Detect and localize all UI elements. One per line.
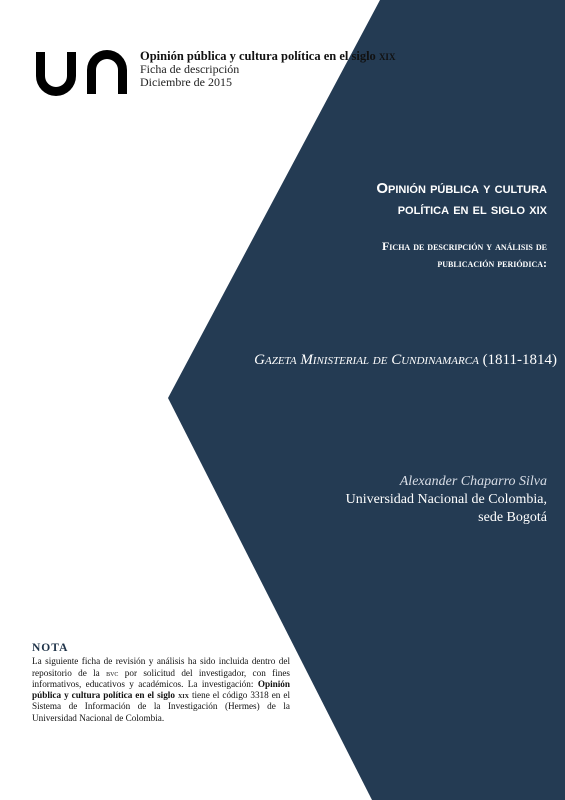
- cover-title-line2: política en el siglo xix: [397, 201, 547, 218]
- cover-subtitle: [247, 238, 547, 272]
- nota-text-abbr: bvc: [106, 667, 119, 678]
- header-title-main: Opinión pública y cultura política en el siglo: [140, 49, 376, 63]
- author-block: [247, 473, 547, 527]
- un-logo: [34, 48, 134, 98]
- nota-text-part1b: por solicitud del investigador, con fines informativos, educativos y académicos. La investigación:: [32, 667, 290, 689]
- work-title-line: [177, 350, 557, 370]
- cover-subtitle-line2: publicación periódica:: [437, 256, 547, 270]
- cover-title-line1: Opinión pública y cultura: [376, 180, 547, 197]
- nota-text-part1: La siguiente ficha de revisión y análisis ha sido incluida dentro del repositorio de la: [32, 656, 290, 678]
- cover-title: [227, 178, 547, 220]
- nota-heading: NOTA: [32, 642, 69, 654]
- work-title: Gazeta Ministerial de Cundinamarca: [254, 352, 479, 368]
- header-title-century: xix: [378, 49, 396, 63]
- nota-block: [32, 643, 290, 724]
- logo-letter-n: [87, 50, 127, 94]
- work-years: (1811-1814): [482, 352, 557, 368]
- author-name: Alexander Chaparro Silva: [399, 474, 547, 489]
- nota-text-part3: tiene el código 3318 en el Sistema de Información de la Investigación (Hermes) de la Universidad Nacional de Colombia.: [32, 690, 291, 723]
- running-header: [140, 50, 395, 89]
- header-doc-type: Ficha de descripción: [140, 62, 240, 76]
- nota-research-title: Opinión pública y cultura política en el siglo: [32, 678, 291, 701]
- logo-letter-u: [36, 52, 76, 96]
- header-date: Diciembre de 2015: [140, 75, 232, 89]
- affiliation-line2: sede Bogotá: [478, 510, 547, 525]
- affiliation-line1: Universidad Nacional de Colombia,: [345, 492, 547, 507]
- nota-research-century: xix: [177, 690, 189, 701]
- nota-text: [32, 656, 290, 724]
- cover-subtitle-line1: Ficha de descripción y análisis de: [381, 239, 547, 253]
